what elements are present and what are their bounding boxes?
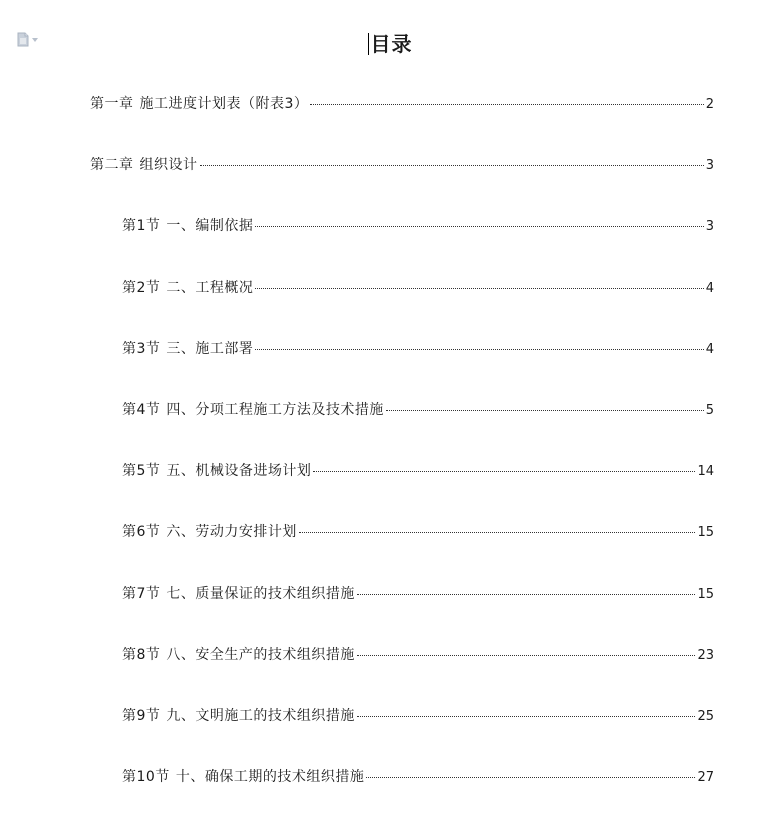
toc-entry-prefix: 第10节	[122, 769, 170, 785]
toc-entry-label	[122, 707, 355, 725]
toc-entry-prefix: 第5节	[122, 463, 161, 479]
page-title-text: 目录	[370, 32, 413, 56]
toc-entry-text: 组织设计	[139, 157, 198, 173]
toc-entry-page: 15	[697, 525, 714, 540]
toc-entry-text: 一、编制依据	[166, 218, 254, 234]
toc-entry-prefix: 第6节	[122, 524, 161, 540]
toc-entry-page: 4	[705, 281, 714, 296]
toc-entry[interactable]	[122, 646, 714, 664]
toc-entry-label	[122, 217, 253, 235]
toc-entry-label	[122, 401, 384, 419]
toc-dot-leader	[357, 716, 696, 717]
toc-entry-page: 27	[697, 770, 714, 785]
toc-entry-text: 五、机械设备进场计划	[166, 463, 312, 479]
toc-entry-prefix: 第一章	[90, 96, 134, 112]
toc-entry-prefix: 第8节	[122, 647, 161, 663]
page-title	[0, 28, 780, 57]
toc-dot-leader	[313, 471, 695, 472]
toc-entry[interactable]	[122, 279, 714, 297]
toc-entry-label	[122, 646, 355, 664]
toc-entry[interactable]	[122, 217, 714, 235]
toc-entry-label	[90, 156, 198, 174]
toc-entry-text: 施工进度计划表（附表3）	[139, 96, 309, 112]
toc-dot-leader	[310, 104, 703, 105]
toc-entry-text: 二、工程概况	[166, 280, 254, 296]
toc-entry-page: 5	[705, 403, 714, 418]
toc-dot-leader	[366, 777, 695, 778]
toc-entry-page: 3	[705, 219, 714, 234]
toc-entry-text: 九、文明施工的技术组织措施	[166, 708, 355, 724]
toc-entry[interactable]	[122, 523, 714, 541]
toc-dot-leader	[255, 349, 703, 350]
toc-dot-leader	[386, 410, 704, 411]
toc-entry-page: 23	[697, 648, 714, 663]
toc-entry-page: 3	[705, 158, 714, 173]
toc-entry-label	[122, 523, 297, 541]
toc-entry-label	[122, 462, 311, 480]
toc-entry-label	[122, 768, 364, 786]
toc-dot-leader	[357, 655, 696, 656]
toc-entry-prefix: 第9节	[122, 708, 161, 724]
toc-entry-label	[122, 585, 355, 603]
toc-entry[interactable]	[122, 768, 714, 786]
toc-entry-page: 4	[705, 342, 714, 357]
toc-dot-leader	[200, 165, 704, 166]
toc-entry-text: 六、劳动力安排计划	[166, 524, 297, 540]
toc-entry-text: 七、质量保证的技术组织措施	[166, 586, 355, 602]
text-cursor	[368, 33, 369, 55]
toc-entry-label	[122, 279, 253, 297]
toc-dot-leader	[299, 532, 696, 533]
toc-entry[interactable]	[90, 156, 714, 174]
toc-entry-page: 15	[697, 587, 714, 602]
toc-entry-label	[90, 95, 308, 113]
toc-entry-text: 三、施工部署	[166, 341, 254, 357]
toc-entry-prefix: 第4节	[122, 402, 161, 418]
toc-entry[interactable]	[122, 707, 714, 725]
toc-entry-page: 2	[705, 97, 714, 112]
toc-entry-text: 四、分项工程施工方法及技术措施	[166, 402, 384, 418]
toc-entry-prefix: 第3节	[122, 341, 161, 357]
toc-entry-prefix: 第二章	[90, 157, 134, 173]
toc-entry-prefix: 第1节	[122, 218, 161, 234]
toc-entry[interactable]	[122, 462, 714, 480]
toc-entry-page: 14	[697, 464, 714, 479]
toc-entry[interactable]	[122, 340, 714, 358]
toc-entry-text: 十、确保工期的技术组织措施	[175, 769, 365, 785]
toc-entry-prefix: 第7节	[122, 586, 161, 602]
toc-entry-page: 25	[697, 709, 714, 724]
toc-entry-text: 八、安全生产的技术组织措施	[166, 647, 355, 663]
toc-entry-label	[122, 340, 253, 358]
toc-entry[interactable]	[90, 95, 714, 113]
toc-entry[interactable]	[122, 585, 714, 603]
toc-dot-leader	[255, 226, 703, 227]
toc-entry-prefix: 第2节	[122, 280, 161, 296]
toc-dot-leader	[357, 594, 696, 595]
toc-dot-leader	[255, 288, 703, 289]
toc-entry[interactable]	[122, 401, 714, 419]
